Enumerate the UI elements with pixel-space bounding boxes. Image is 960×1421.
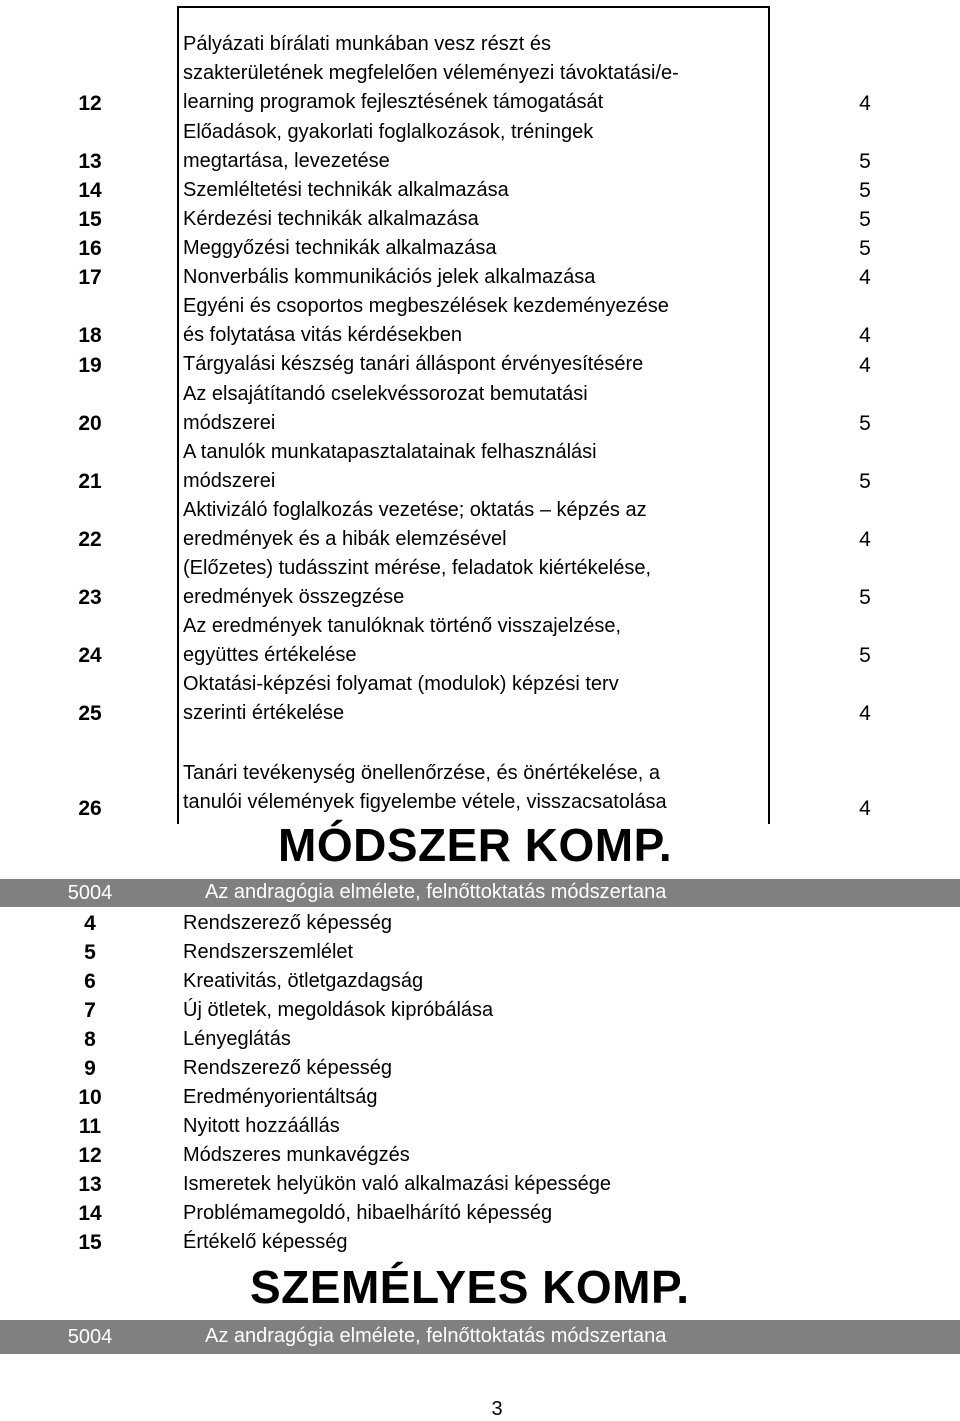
row-number: 16 [78, 237, 102, 260]
row-description [183, 438, 597, 496]
description-line: Kérdezési technikák alkalmazása [183, 208, 479, 230]
row-score: 4 [859, 528, 871, 551]
description-line: és folytatása vitás kérdésekben [183, 324, 463, 346]
table-row [0, 176, 960, 205]
competency-label: Nyitott hozzáállás [183, 1115, 340, 1137]
table-row [0, 380, 960, 438]
competency-number: 10 [78, 1086, 102, 1109]
table-row [0, 745, 960, 823]
competency-label: Módszeres munkavégzés [183, 1144, 410, 1166]
description-line: Tanári tevékenység önellenőrzése, és önértékelése, a [183, 762, 660, 784]
table-row [0, 350, 960, 380]
row-number: 25 [78, 702, 102, 725]
row-number: 13 [78, 150, 102, 173]
row-number: 19 [78, 354, 102, 377]
row-score: 5 [859, 179, 871, 202]
course-title-2: Az andragógia elmélete, felnőttoktatás módszertana [205, 1325, 667, 1347]
row-description [183, 612, 621, 670]
competency-number: 12 [78, 1144, 102, 1167]
row-number: 26 [78, 797, 102, 820]
table-row [0, 496, 960, 554]
description-line: eredmények összegzése [183, 586, 405, 608]
row-number: 24 [78, 644, 102, 667]
description-line: Nonverbális kommunikációs jelek alkalmazása [183, 266, 596, 288]
row-score: 4 [859, 354, 871, 377]
page-number: 3 [491, 1398, 503, 1420]
description-line: megtartása, levezetése [183, 150, 390, 172]
description-line: A tanulók munkatapasztalatainak felhasználási [183, 441, 597, 463]
course-code-2: 5004 [67, 1326, 113, 1348]
table-row [0, 205, 960, 234]
row-score: 5 [859, 412, 871, 435]
row-score: 5 [859, 208, 871, 231]
row-description [183, 234, 497, 263]
competency-number: 4 [84, 912, 96, 935]
competency-label: Eredményorientáltság [183, 1086, 378, 1108]
row-description [183, 118, 593, 176]
description-line: Pályázati bírálati munkában vesz részt és [183, 33, 551, 55]
row-description [183, 176, 509, 205]
row-score: 5 [859, 237, 871, 260]
row-number: 18 [78, 324, 102, 347]
course-title: Az andragógia elmélete, felnőttoktatás módszertana [205, 881, 667, 903]
competency-number: 15 [78, 1231, 102, 1254]
table-row [0, 670, 960, 728]
row-score: 5 [859, 586, 871, 609]
competency-number: 9 [84, 1057, 96, 1080]
description-line: (Előzetes) tudásszint mérése, feladatok kiértékelése, [183, 557, 651, 579]
table-row [0, 118, 960, 176]
row-description [183, 380, 588, 438]
description-line: tanulói vélemények figyelembe vétele, visszacsatolása [183, 791, 667, 813]
description-line: Előadások, gyakorlati foglalkozások, tréningek [183, 121, 594, 143]
row-score: 4 [859, 797, 871, 820]
row-description [183, 263, 595, 292]
description-line: Meggyőzési technikák alkalmazása [183, 237, 497, 259]
course-bar [0, 879, 960, 907]
description-line: Az eredmények tanulóknak történő visszajelzése, [183, 615, 622, 637]
description-line: Szemléltetési technikák alkalmazása [183, 179, 509, 201]
competency-label: Új ötletek, megoldások kipróbálása [183, 999, 494, 1021]
description-line: Tárgyalási készség tanári álláspont érvényesítésére [183, 353, 644, 375]
row-score: 4 [859, 92, 871, 115]
row-number: 21 [78, 470, 102, 493]
table-row [0, 554, 960, 612]
competency-label: Ismeretek helyükön való alkalmazási képessége [183, 1173, 611, 1195]
description-line: együttes értékelése [183, 644, 357, 666]
row-number: 14 [78, 179, 102, 202]
row-number: 22 [78, 528, 102, 551]
table-row [0, 30, 960, 118]
competency-label: Kreativitás, ötletgazdagság [183, 970, 424, 992]
competency-number: 7 [84, 999, 96, 1022]
section-heading-modszer: MÓDSZER KOMP. [278, 819, 673, 871]
competency-number: 13 [78, 1173, 102, 1196]
course-code: 5004 [67, 882, 113, 904]
row-score: 5 [859, 644, 871, 667]
row-description [183, 759, 667, 817]
table-row [0, 438, 960, 496]
competency-number: 14 [78, 1202, 102, 1225]
row-description [183, 496, 647, 554]
table-row [0, 292, 960, 350]
competency-label: Értékelő képesség [183, 1231, 348, 1253]
row-score: 5 [859, 150, 871, 173]
competency-label: Problémamegoldó, hibaelhárító képesség [183, 1202, 553, 1224]
competency-label: Rendszerező képesség [183, 912, 393, 934]
competency-number: 5 [84, 941, 96, 964]
description-line: módszerei [183, 470, 276, 492]
table-row [0, 612, 960, 670]
row-description [183, 205, 479, 234]
competency-number: 11 [78, 1115, 102, 1138]
row-score: 5 [859, 470, 871, 493]
competency-number: 8 [84, 1028, 96, 1051]
competency-label: Rendszerező képesség [183, 1057, 393, 1079]
description-line: Egyéni és csoportos megbeszélések kezdeményezése [183, 295, 669, 317]
table-row [0, 263, 960, 292]
row-score: 4 [859, 324, 871, 347]
competency-label: Lényeglátás [183, 1028, 291, 1050]
row-number: 23 [78, 586, 102, 609]
competency-number: 6 [84, 970, 96, 993]
description-line: szakterületének megfelelően véleményezi távoktatási/e- [183, 62, 679, 84]
course-bar-2 [0, 1320, 960, 1354]
description-line: Oktatási-képzési folyamat (modulok) képzési terv [183, 673, 619, 695]
row-description [183, 670, 619, 728]
table-border-top [177, 6, 770, 8]
description-line: Az elsajátítandó cselekvéssorozat bemutatási [183, 383, 588, 405]
table-row [0, 234, 960, 263]
row-description [183, 350, 643, 379]
competency-label: Rendszerszemlélet [183, 941, 354, 963]
description-line: Aktivizáló foglalkozás vezetése; oktatás – képzés az [183, 499, 647, 521]
description-line: eredmények és a hibák elemzésével [183, 528, 507, 550]
row-number: 15 [78, 208, 102, 231]
row-score: 4 [859, 702, 871, 725]
description-line: módszerei [183, 412, 276, 434]
row-number: 17 [78, 266, 102, 289]
row-description [183, 292, 669, 350]
row-description [183, 554, 651, 612]
row-description [183, 30, 679, 117]
row-number: 12 [78, 92, 102, 115]
row-number: 20 [78, 412, 102, 435]
section-heading-szemelyes: SZEMÉLYES KOMP. [250, 1261, 690, 1313]
description-line: szerinti értékelése [183, 702, 345, 724]
row-score: 4 [859, 266, 871, 289]
description-line: learning programok fejlesztésének támogatását [183, 91, 604, 113]
